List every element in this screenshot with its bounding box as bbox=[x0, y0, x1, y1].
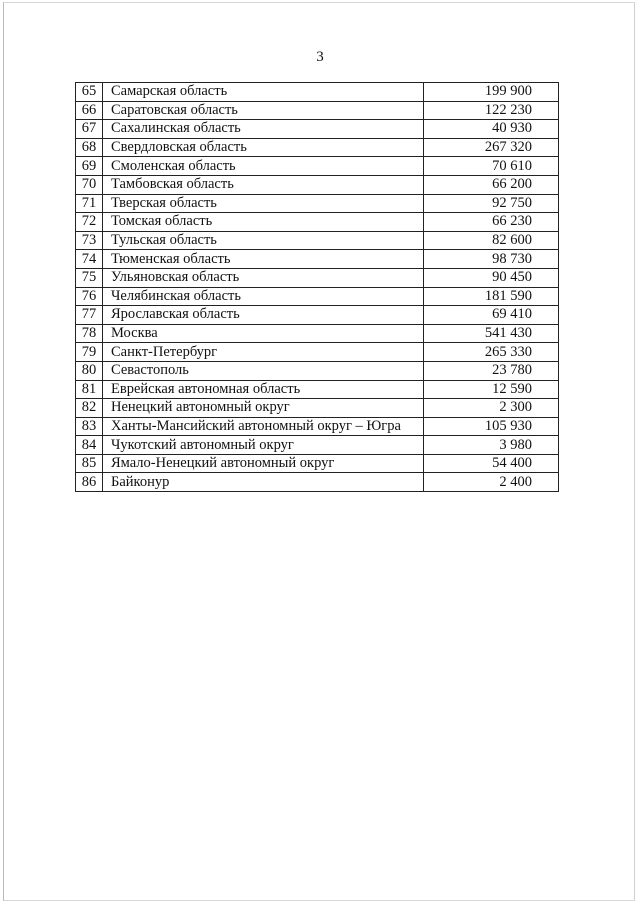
row-number-cell: 73 bbox=[76, 231, 103, 250]
region-name-cell: Ярославская область bbox=[103, 306, 424, 325]
region-name-cell: Саратовская область bbox=[103, 101, 424, 120]
region-value-cell: 541 430 bbox=[424, 324, 559, 343]
row-number-cell: 69 bbox=[76, 157, 103, 176]
region-value-cell: 66 200 bbox=[424, 175, 559, 194]
table-row bbox=[76, 454, 559, 473]
region-name-cell: Ханты-Мансийский автономный округ – Югра bbox=[103, 417, 424, 436]
region-name-cell: Севастополь bbox=[103, 361, 424, 380]
region-value-cell: 98 730 bbox=[424, 250, 559, 269]
region-value-cell: 267 320 bbox=[424, 138, 559, 157]
row-number-cell: 74 bbox=[76, 250, 103, 269]
region-value-cell: 90 450 bbox=[424, 268, 559, 287]
table-row bbox=[76, 287, 559, 306]
regions-table bbox=[75, 82, 559, 492]
region-value-cell: 40 930 bbox=[424, 120, 559, 139]
region-value-cell: 82 600 bbox=[424, 231, 559, 250]
region-value-cell: 122 230 bbox=[424, 101, 559, 120]
region-name-cell: Ямало-Ненецкий автономный округ bbox=[103, 454, 424, 473]
row-number-cell: 86 bbox=[76, 473, 103, 492]
table-row bbox=[76, 157, 559, 176]
regions-table-body bbox=[76, 83, 559, 492]
region-value-cell: 70 610 bbox=[424, 157, 559, 176]
region-name-cell: Тверская область bbox=[103, 194, 424, 213]
region-name-cell: Тюменская область bbox=[103, 250, 424, 269]
region-name-cell: Сахалинская область bbox=[103, 120, 424, 139]
table-row bbox=[76, 380, 559, 399]
table-row bbox=[76, 473, 559, 492]
row-number-cell: 80 bbox=[76, 361, 103, 380]
row-number-cell: 72 bbox=[76, 213, 103, 232]
table-row bbox=[76, 175, 559, 194]
row-number-cell: 83 bbox=[76, 417, 103, 436]
region-value-cell: 105 930 bbox=[424, 417, 559, 436]
table-row bbox=[76, 361, 559, 380]
table-row bbox=[76, 231, 559, 250]
row-number-cell: 77 bbox=[76, 306, 103, 325]
region-name-cell: Тамбовская область bbox=[103, 175, 424, 194]
row-number-cell: 75 bbox=[76, 268, 103, 287]
region-value-cell: 265 330 bbox=[424, 343, 559, 362]
row-number-cell: 68 bbox=[76, 138, 103, 157]
region-name-cell: Челябинская область bbox=[103, 287, 424, 306]
region-name-cell: Смоленская область bbox=[103, 157, 424, 176]
region-value-cell: 66 230 bbox=[424, 213, 559, 232]
region-name-cell: Санкт-Петербург bbox=[103, 343, 424, 362]
region-value-cell: 12 590 bbox=[424, 380, 559, 399]
table-row bbox=[76, 436, 559, 455]
region-name-cell: Самарская область bbox=[103, 83, 424, 102]
region-name-cell: Ульяновская область bbox=[103, 268, 424, 287]
region-value-cell: 3 980 bbox=[424, 436, 559, 455]
region-name-cell: Еврейская автономная область bbox=[103, 380, 424, 399]
table-row bbox=[76, 194, 559, 213]
region-value-cell: 2 300 bbox=[424, 399, 559, 418]
row-number-cell: 81 bbox=[76, 380, 103, 399]
page-number: 3 bbox=[316, 49, 324, 65]
region-name-cell: Томская область bbox=[103, 213, 424, 232]
row-number-cell: 84 bbox=[76, 436, 103, 455]
row-number-cell: 76 bbox=[76, 287, 103, 306]
table-row bbox=[76, 399, 559, 418]
row-number-cell: 67 bbox=[76, 120, 103, 139]
region-name-cell: Свердловская область bbox=[103, 138, 424, 157]
region-value-cell: 181 590 bbox=[424, 287, 559, 306]
table-row bbox=[76, 138, 559, 157]
region-value-cell: 54 400 bbox=[424, 454, 559, 473]
region-value-cell: 23 780 bbox=[424, 361, 559, 380]
row-number-cell: 85 bbox=[76, 454, 103, 473]
region-name-cell: Ненецкий автономный округ bbox=[103, 399, 424, 418]
row-number-cell: 70 bbox=[76, 175, 103, 194]
region-value-cell: 92 750 bbox=[424, 194, 559, 213]
table-row bbox=[76, 250, 559, 269]
table-row bbox=[76, 268, 559, 287]
row-number-cell: 66 bbox=[76, 101, 103, 120]
table-row bbox=[76, 101, 559, 120]
row-number-cell: 79 bbox=[76, 343, 103, 362]
region-name-cell: Тульская область bbox=[103, 231, 424, 250]
table-row bbox=[76, 306, 559, 325]
table-row bbox=[76, 417, 559, 436]
table-row bbox=[76, 120, 559, 139]
region-name-cell: Байконур bbox=[103, 473, 424, 492]
table-row bbox=[76, 213, 559, 232]
row-number-cell: 65 bbox=[76, 83, 103, 102]
region-value-cell: 2 400 bbox=[424, 473, 559, 492]
row-number-cell: 82 bbox=[76, 399, 103, 418]
row-number-cell: 78 bbox=[76, 324, 103, 343]
table-row bbox=[76, 324, 559, 343]
region-name-cell: Москва bbox=[103, 324, 424, 343]
region-name-cell: Чукотский автономный округ bbox=[103, 436, 424, 455]
table-row bbox=[76, 343, 559, 362]
row-number-cell: 71 bbox=[76, 194, 103, 213]
region-value-cell: 69 410 bbox=[424, 306, 559, 325]
region-value-cell: 199 900 bbox=[424, 83, 559, 102]
table-row bbox=[76, 83, 559, 102]
